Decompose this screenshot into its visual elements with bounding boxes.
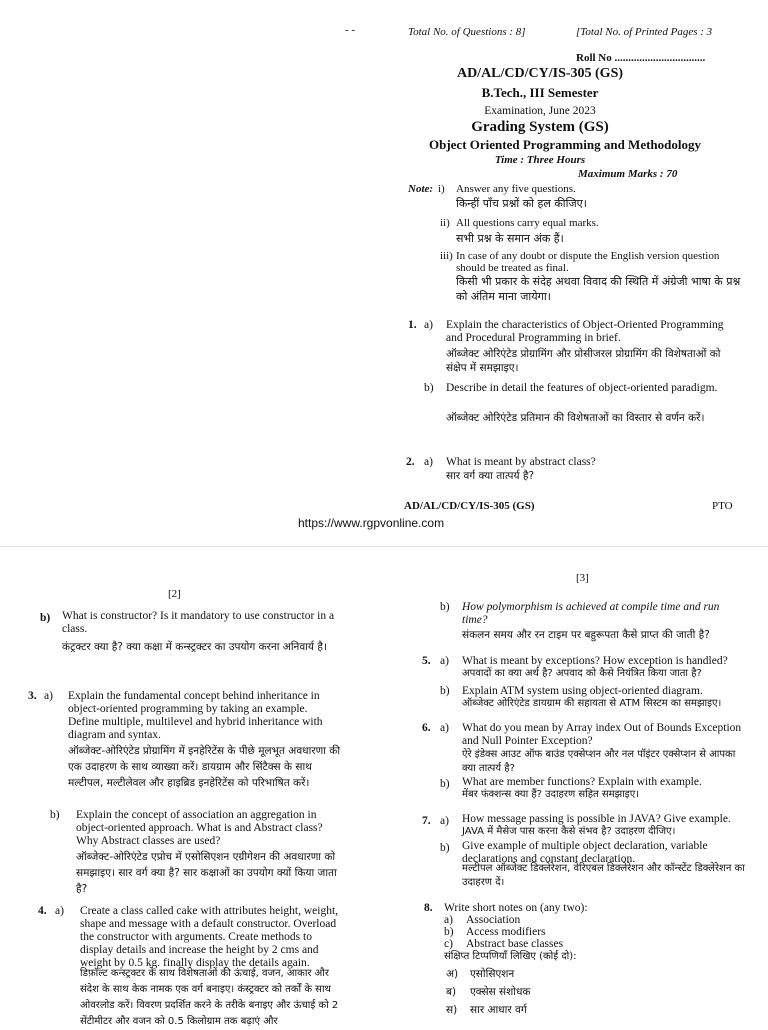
list-item-label: अ) — [446, 968, 459, 980]
note-num: ii) — [440, 217, 450, 229]
page-number: [3] — [576, 572, 589, 584]
part-label: a) — [55, 905, 64, 917]
question-text-hindi: अपवादों का क्या अर्थ है? अपवाद को कैसे नियंत्रित किया जाता है? — [462, 668, 702, 679]
list-item-label: c) — [444, 938, 453, 950]
note-text-hindi: किन्हीं पाँच प्रश्नों को हल कीजिए। — [456, 197, 587, 210]
list-item: सार आधार वर्ग — [470, 1004, 527, 1016]
question-text: What is meant by exceptions? How exception is handled? — [462, 655, 728, 667]
maximum-marks: Maximum Marks : 70 — [578, 168, 678, 180]
question-text: How message passing is possible in JAVA? Give example. — [462, 813, 731, 825]
total-pages: [Total No. of Printed Pages : 3 — [576, 26, 713, 38]
question-number: 8. — [424, 902, 433, 914]
question-text: What do you mean by Array index Out of Bounds Exception and Null Pointer Exception? — [462, 722, 742, 747]
grading-system: Grading System (GS) — [471, 119, 609, 135]
question-number: 2. — [406, 456, 415, 468]
exam-session: Examination, June 2023 — [484, 105, 596, 117]
list-item: Access modifiers — [466, 926, 546, 938]
note-text-hindi: सभी प्रश्न के समान अंक हैं। — [456, 232, 564, 245]
part-label: b) — [440, 842, 450, 854]
question-text: Explain ATM system using object-oriented diagram. — [462, 685, 703, 697]
part-label: a) — [424, 319, 433, 331]
question-number: 6. — [422, 722, 431, 734]
question-text: Describe in detail the features of object-oriented paradigm. — [446, 382, 718, 394]
note-text-hindi: किसी भी प्रकार के संदेह अथवा विवाद की स्थिति में अंग्रेजी भाषा के प्रश्न को अंतिम माना जायेगा। — [456, 275, 741, 303]
part-label: b) — [50, 809, 60, 821]
question-text-hindi: ऑब्जेक्ट ओरिएंटेड प्रतिमान की विशेषताओं का विस्तार से वर्णन करें। — [446, 412, 705, 424]
question-text-hindi: संकलन समय और रन टाइम पर बहुरूपता कैसे प्राप्त की जाती है? — [462, 629, 710, 641]
question-text: Explain the concept of association an aggregation in object-oriented approach. What is and Abstract class? Why Abstract classes are used? — [76, 809, 323, 847]
part-label: a) — [424, 456, 433, 468]
question-text-hindi: ऐरे इंडेक्स आउट ऑफ बाउंड एक्सेप्शन और नल पॉइंटर एक्सेप्शन से आपका क्या तात्पर्य है? — [462, 749, 736, 774]
question-text-hindi: डिफ़ॉल्ट कन्स्ट्रक्टर के साथ विशेषताओं की ऊंचाई, वजन, आकार और संदेश के साथ केक नामक एक वर्ग बनाइए। कंस्ट्रक्टर को तर्कों के साथ ओवरलोड करें। विवरण प्रदर्शित करने के तरीके बनाइए और ऊंचाई को 2 सेंटीमीटर और वजन को 0.5 किलोग्राम तक बढ़ाएं और — [80, 968, 339, 1027]
part-label: a) — [440, 815, 449, 827]
page-number: [2] — [168, 588, 181, 600]
list-item: Association — [466, 914, 521, 926]
subject-title: Object Oriented Programming and Methodology — [428, 137, 701, 152]
list-item: एसोसिएशन — [470, 968, 515, 980]
roll-number: Roll No ................................. — [576, 52, 706, 64]
list-item: एक्सेस संशोधक — [470, 986, 531, 998]
note-text: All questions carry equal marks. — [456, 217, 599, 229]
question-text-hindi: ऑब्जेक्ट-ओरिएंटेड एप्रोच में एसोसिएशन एग्रीगेशन की अवधारणा को समझाइए। सार वर्ग क्या है? सार कक्षाओं का उपयोग क्यों किया जाता है? — [76, 851, 337, 895]
part-label: a) — [44, 690, 53, 702]
question-number: 1. — [408, 319, 417, 331]
question-text: Write short notes on (any two): — [444, 902, 588, 914]
note-text: In case of any doubt or dispute the English version question should be treated as final. — [456, 250, 720, 274]
question-number: 5. — [422, 655, 431, 667]
pto-label: PTO — [712, 500, 733, 512]
question-text-hindi: मेंबर फंक्शन्स क्या हैं? उदाहरण सहित समझाइए। — [462, 789, 640, 800]
question-text-hindi: सार वर्ग क्या तात्पर्य है? — [446, 470, 535, 482]
part-label: a) — [440, 722, 449, 734]
question-number: 3. — [28, 690, 37, 702]
list-item-label: b) — [444, 926, 454, 938]
note-num: iii) — [440, 250, 453, 262]
note-text: Answer any five questions. — [456, 183, 576, 195]
footer-code: AD/AL/CD/CY/IS-305 (GS) — [404, 500, 535, 512]
part-label: b) — [424, 382, 434, 394]
note-num: i) — [438, 183, 445, 195]
list-item: Abstract base classes — [466, 938, 564, 950]
website-url[interactable]: https://www.rgpvonline.com — [298, 516, 445, 530]
question-number: 7. — [422, 815, 431, 827]
question-text-hindi: ऑब्जेक्ट-ओरिएंटेड प्रोग्रामिंग में इनहेरिटेंस के पीछे मूलभूत अवधारणा की एक उदाहरण के साथ व्याख्या करें। डायग्राम और सिंटैक्स के साथ मल्टीपल, मल्टीलेवल और हाइब्रिड इनहेरिटेंस को परिभाषित करें। — [68, 745, 341, 789]
question-text-hindi: संक्षिप्त टिप्पणियाँ लिखिए (कोई दो): — [444, 951, 577, 962]
question-text: What is meant by abstract class? — [446, 456, 596, 468]
question-text: What are member functions? Explain with example. — [462, 776, 702, 788]
time-allowed: Time : Three Hours — [494, 154, 586, 166]
note-label: Note: — [408, 183, 434, 195]
question-text: Give example of multiple object declaration, variable declarations and constant declaration. — [462, 840, 708, 865]
course-name: B.Tech., III Semester — [481, 85, 599, 100]
question-text: Create a class called cake with attributes height, weight, shape and message with a default constructor. Overload the constructor with arguments. Create methods to display details and increase the height by 2 cms and weight by 0.5 kg. finally display the details again. — [80, 905, 339, 969]
part-label: b) — [440, 778, 450, 790]
part-label: a) — [440, 655, 449, 667]
part-label: b) — [440, 601, 450, 613]
question-text: Explain the characteristics of Object-Oriented Programming and Procedural Programming in brief. — [446, 319, 724, 344]
question-text-hindi: कंट्रक्टर क्या है? क्या कक्षा में कन्स्ट्रक्टर का उपयोग करना अनिवार्य है। — [62, 641, 327, 653]
total-questions: Total No. of Questions : 8] — [408, 26, 526, 38]
question-text: How polymorphism is achieved at compile time and run time? — [462, 601, 720, 626]
part-label: b) — [440, 685, 450, 697]
question-text-hindi: ऑब्जेक्ट ओरिएंटेड डायग्राम की सहायता से ATM सिस्टम का समझाइए। — [462, 698, 722, 709]
list-item-label: ब) — [446, 986, 457, 998]
question-text-hindi: ऑब्जेक्ट ओरिएंटेड प्रोग्रामिंग और प्रोसीजरल प्रोग्रामिंग की विशेषताओं को संक्षेप में समझाइए। — [446, 348, 721, 374]
question-text: What is constructor? Is it mandatory to use constructor in a class. — [62, 610, 335, 635]
question-text: Explain the fundamental concept behind inheritance in object-oriented programming by taking an example. Define multiple, multilevel and hybrid inheritance with diagram and syntax. — [68, 690, 323, 741]
part-label: b) — [40, 612, 51, 624]
page-divider — [0, 546, 768, 547]
question-number: 4. — [38, 905, 47, 917]
question-text-hindi: JAVA में मैसेज पास करना कैसे संभव है? उदाहरण दीजिए। — [462, 826, 676, 837]
list-item-label: a) — [444, 914, 453, 926]
list-item-label: स) — [446, 1004, 458, 1016]
dash-marks: - - — [345, 24, 356, 36]
question-text-hindi: मल्टीपल ऑब्जेक्ट डिक्लेरेशन, वेरिएबल डिक्लेरेशन और कॉन्स्टेंट डिक्लेरेशन का उदाहरण दें। — [462, 863, 745, 888]
paper-code: AD/AL/CD/CY/IS-305 (GS) — [456, 66, 624, 81]
